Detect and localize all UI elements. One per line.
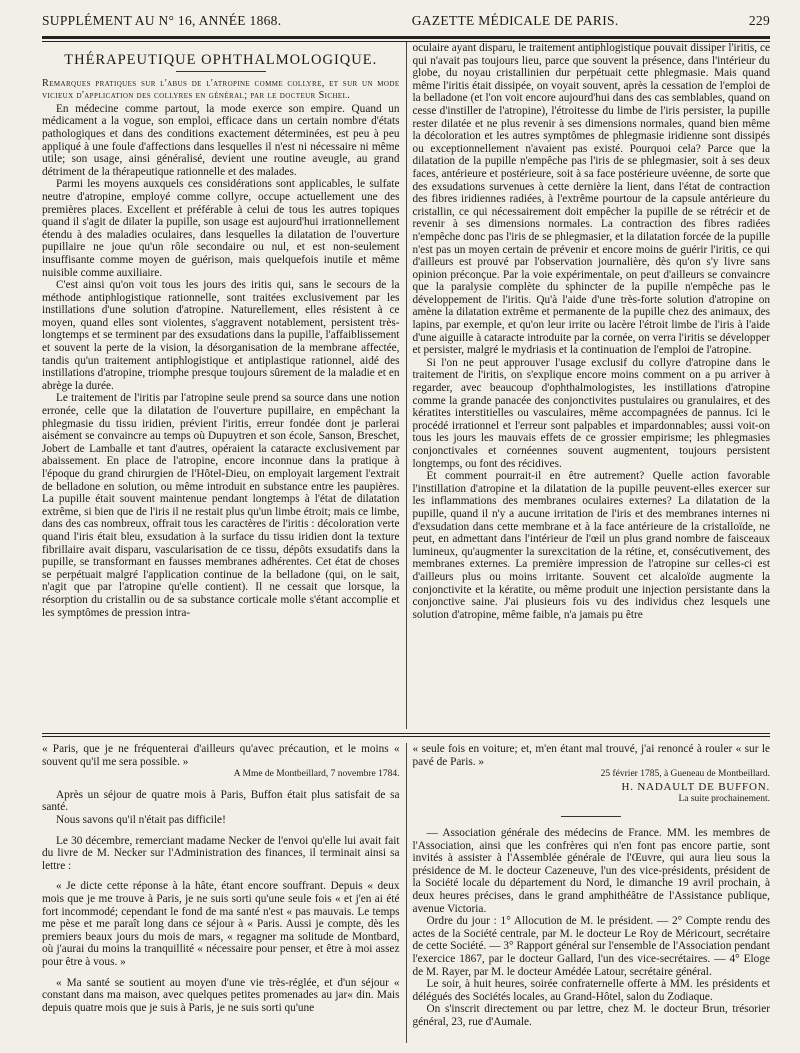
association-paragraph: Le soir, à huit heures, soirée confraternelle offerte à MM. les présidents et délégués des Sociétés locales, au Grand-Hôtel, salon du Zodiaque. bbox=[412, 978, 770, 1003]
feuilleton-rule bbox=[42, 733, 770, 734]
buffon-quote-end: « seule fois en voiture; et, m'en étant mal trouvé, j'ai renoncé à rouler « sur le pavé de Paris. » bbox=[412, 743, 770, 768]
buffon-paragraph: Le 30 décembre, remerciant madame Necker de l'envoi qu'elle lui avait fait du livre de M. Necker sur l'Administration des finances, il terminait ainsi sa lettre : bbox=[42, 834, 400, 872]
article-paragraph: Parmi les moyens auxquels ces considérations sont applicables, le sulfate neutre d'atropine, employé comme collyre, occupe actuellement une des premières places. Excellent et préférable à celui de tous les autres topiques quand il s'agit de dilater la pupille, son usage est aujourd'hui irrationnellement étendu à des maladies oculaires, dans lesquelles la dilatation de l'ouverture pupillaire ne joue qu'un rôle secondaire ou nul, et est non-seulement insuffisante comme moyen de guérison, mais quelquefois inutile et même nuisible comme auxiliaire. bbox=[42, 178, 400, 279]
article-paragraph: Le traitement de l'iritis par l'atropine seule prend sa source dans une notion erronée, celle que la dilatation de l'ouverture pupillaire, en empêchant la phlegmasie du tissu iridien, prévient l'iritis, erreur fondée dont je parlerai aisément se convaincre au temps où Dupuytren et son école, Sanson, Breschet, Jobert de Lamballe et tant d'autres, opéraient la cataracte exclusivement par abaissement. En place de l'atropine, encore inconnue dans la pratique à l'époque du grand chirurgien de l'Hôtel-Dieu, on employait largement l'extrait de belladone en solution, ou même introduit en substance entre les paupières. La pupille était souvent maintenue pendant longtemps à l'état de dilatation extrême, si bien que de l'iris il ne restait plus qu'un limbe étroit; mais ce limbe, dans des cas nombreux, offrait tous les caractères de l'iritis : décoloration verte quand l'iris était bleu, exsudation à la surface du tissu iridien dont la texture fibrillaire avait disparu, vascularisation de ce tissu, dépôts exsudatifs dans la pupille, se transformant en fausses membranes adhérentes. Cet état de choses se perpétuait malgré l'application continue de la belladone (qui, on le sait, n'agit que par l'atropine qu'elle contient). Il ne cessait que lorsque, la résorption du cristallin ou de sa substance corticale molle s'étant accomplie et les symptômes de pression intra- bbox=[42, 392, 400, 619]
feuilleton-section bbox=[42, 743, 770, 1043]
page-number: 229 bbox=[748, 13, 770, 28]
article-paragraph: Et comment pourrait-il en être autrement? Quelle action favorable l'instillation d'atropine et la dilatation de la pupille peuvent-elles exercer sur les inflammations des membranes oculaires externes? La dilatation de la pupille, quand il n'y a aucune irritation de l'iris et des membranes internes ni d'exsudation dans cette membrane et à la face antérieure de la cristalloïde, ne peut, en admettant dans l'intérieur de l'œil un plus grand nombre de faisceaux lumineux, qu'augmenter la surexcitation de la rétine, et, consécutivement, des membranes externes. La première impression de l'atropine sur celles-ci est d'ailleurs plus ou moins irritante. Souvent cet alcaloïde augmente la conjonctivite et la kératite, ou même produit une injection persistante dans la conjonctive saine. J'ai plusieurs fois vu des individus chez lesquels une solution d'atropine, même faible, n'a jamais pu être bbox=[412, 470, 770, 621]
association-paragraph: — Association générale des médecins de France. MM. les membres de l'Association, ainsi que les confrères qui n'en font pas encore partie, sont invités à assister à l'Assemblée générale de l'Œuvre, qui aura lieu sous la présidence de M. le docteur Cazeneuve, l'un des vice-présidents, président de la Société locale du département du Nord, le dimanche 19 avril prochain, à deux heures précises, dans le grand amphithéâtre de l'Assistance publique, avenue Victoria. bbox=[412, 826, 770, 915]
article-title: THÉRAPEUTIQUE OPHTHALMOLOGIQUE. bbox=[64, 52, 378, 68]
author-signature: H. NADAULT DE BUFFON. bbox=[621, 780, 770, 793]
buffon-left-column bbox=[42, 743, 406, 1043]
article-subtitle: Remarques pratiques sur l'abus de l'atropine comme collyre, et sur un mode vicieux d'application des collyres en général; par le docteur Sichel. bbox=[42, 77, 400, 102]
association-paragraph: Ordre du jour : 1° Allocution de M. le président. — 2° Compte rendu des actes de la Société centrale, par M. le docteur Le Roy de Méricourt, secrétaire de cette Société. — 3° Rapport général sur l'ensemble de l'Association pendant l'exercice 1867, par le docteur Gallard, l'un des vice-secrétaires. — 4° Eloge de M. Rayer, par M. le docteur Amédée Latour, secrétaire général. bbox=[412, 915, 770, 978]
buffon-quote: « Je dicte cette réponse à la hâte, étant encore souffrant. Depuis « deux mois que je me trouve à Paris, je ne suis sorti qu'une seule fois « et j'en ai été fort incommodé; cependant le fond de ma santé n'est « pas mauvais. Le temps me pèse et me paraît long dans ce séjour à « Paris. Aussi je compte, dès les premiers beaux jours du mois de mars, « regagner ma solitude de Montbard, où j'aurai du moins la tranquillité « nécessaire pour penser, et être à moi assez pour être à vous. » bbox=[42, 880, 400, 968]
feuilleton-rule-thin bbox=[42, 736, 770, 737]
lower-right-column bbox=[406, 743, 771, 1043]
association-paragraph: On s'inscrit directement ou par lettre, chez M. le docteur Brun, trésorier général, 23, rue d'Aumale. bbox=[412, 1003, 770, 1028]
article-left-column bbox=[42, 42, 406, 729]
title-divider bbox=[176, 71, 266, 72]
buffon-paragraph: Nous savons qu'il n'était pas difficile! bbox=[56, 813, 226, 826]
article-right-column bbox=[406, 42, 771, 729]
article-paragraph: En médecine comme partout, la mode exerce son empire. Quand un médicament a la vogue, son emploi, efficace dans un certain nombre d'états pathologiques et dans des conditions exactement déterminées, est peu à peu appliqué à une foule d'affections dans lesquelles il n'est ni nécessaire ni même utile; son usage, ainsi généralisé, devient une routine aveugle, au grand détriment de la thérapeutique rationnelle et des malades. bbox=[42, 102, 400, 178]
header-rule bbox=[42, 36, 770, 39]
article-paragraph: Si l'on ne peut approuver l'usage exclusif du collyre d'atropine dans le traitement de l'iritis, on s'explique encore moins comment on a pu arriver à regarder, avec beaucoup d'ophthalmologistes, les instillations d'atropine comme la grande panacée des conjonctivites pustulaires ou granulaires, et des kératites interstitielles ou vasculaires, même accompagnées de pannus. Ici le procédé irrationnel et l'erreur sont palpables et impardonnables; aussi voit-on tous les jours les mauvais effets de ce grossier empirisme; les phlegmasies conjonctivales et cornéennes souvent augmentent, toujours persistent longtemps, ou font des récidives. bbox=[412, 356, 770, 470]
letter-date: 25 février 1785, à Gueneau de Montbeillard. bbox=[600, 769, 770, 780]
article-paragraph: oculaire ayant disparu, le traitement antiphlogistique pouvait dissiper l'iritis, ce qui n'avait pas toujours lieu, parce que souvent la présence, dans l'intérieur du globe, du noyau cristallinien dur perpétuait cette phlegmasie. Mais quand même l'iritis était dissipée, on voyait souvent, après la cessation de l'emploi de la belladone (et l'on voit encore aujourd'hui dans des cas semblables, quand on cesse d'instiller de l'atropine), l'étroitesse du limbe de l'iris persister, la pupille rester dilatée et ne plus revenir à ses dimensions normales, quand bien même la décoloration et les autres symptômes de phlegmasie iridienne sont dissipés ou exceptionnellement n'avaient pas existé. Pourquoi cela? Parce que la dilatation de la pupille n'empêche pas l'iris de se phlegmasier, soit à ses deux faces, antérieure et postérieure, soit à sa face postérieure uvéenne, de sorte que des exsudations survenues à cette dernière la lient, dans l'état de contraction des fibres iridiennes radiées, à l'extrême pourtour de la capsule antérieure du cristallin, ce qui nécessairement doit empêcher la pupille de se rétrécir et de revenir à ses dimensions normales. La contraction des fibres radiées n'empêche donc pas l'iris de se phlegmasier, et la dilatation forcée de la pupille n'est pas un moyen certain de prévenir et encore moins de guérir l'iritis, ce qui d'ailleurs est prouvé par l'observation journalière, dès qu'on s'y livre sans opinion préconçue. Par la voie expérimentale, on peut d'ailleurs se convaincre que la paralysie complète du sphincter de la pupille n'empêche pas le développement de l'iritis. Qu'à l'aide d'une très-forte solution d'atropine on amène la dilatation extrême et permanente de la pupille chez des animaux, des lapins, par exemple, et qu'on leur irrite ou lacère l'étroit limbe de l'iris à l'aide d'une aiguille à cataracte introduite par la cornée, on verra l'iritis se développer et persister, malgré le mydriasis et la continuation de l'emploi de l'atropine. bbox=[412, 42, 770, 357]
running-header bbox=[42, 10, 770, 32]
continuation-note: La suite prochainement. bbox=[678, 794, 770, 805]
buffon-quote: « Paris, que je ne fréquenterai d'ailleurs qu'avec précaution, et le moins « souvent qu'il me sera possible. » bbox=[42, 743, 400, 768]
article-section bbox=[42, 42, 770, 729]
letter-date: A Mme de Montbeillard, 7 novembre 1784. bbox=[233, 769, 400, 780]
header-journal-title: GAZETTE MÉDICALE DE PARIS. bbox=[411, 13, 619, 28]
header-supplement: SUPPLÉMENT AU N° 16, ANNÉE 1868. bbox=[42, 13, 282, 28]
section-divider bbox=[561, 816, 621, 817]
article-paragraph: C'est ainsi qu'on voit tous les jours des iritis qui, sans le secours de la méthode antiphlogistique rationnelle, sont traitées exclusivement par les instillations d'une solution d'atropine. Naturellement, elles résistent à ce moyen, quand elles sont violentes, s'aggravent notablement, persistent très-longtemps et se terminent par des exsudations dans la pupille, l'affaiblissement et souvent la perte de la vision, la désorganisation de la membrane affectée, tandis qu'un traitement antiphlogistique et antiplastique rationnel, aidé des instillations d'atropine, triomphe presque toujours sûrement de la maladie et en abrège la durée. bbox=[42, 279, 400, 392]
buffon-paragraph: Après un séjour de quatre mois à Paris, Buffon était plus satisfait de sa santé. bbox=[42, 788, 400, 814]
buffon-quote: « Ma santé se soutient au moyen d'une vie très-réglée, et d'un séjour « constant dans ma maison, avec quelques petites promenades au jar« din. Mais depuis quatre mois que je suis à Paris, je ne suis sorti qu'une bbox=[42, 976, 400, 1014]
